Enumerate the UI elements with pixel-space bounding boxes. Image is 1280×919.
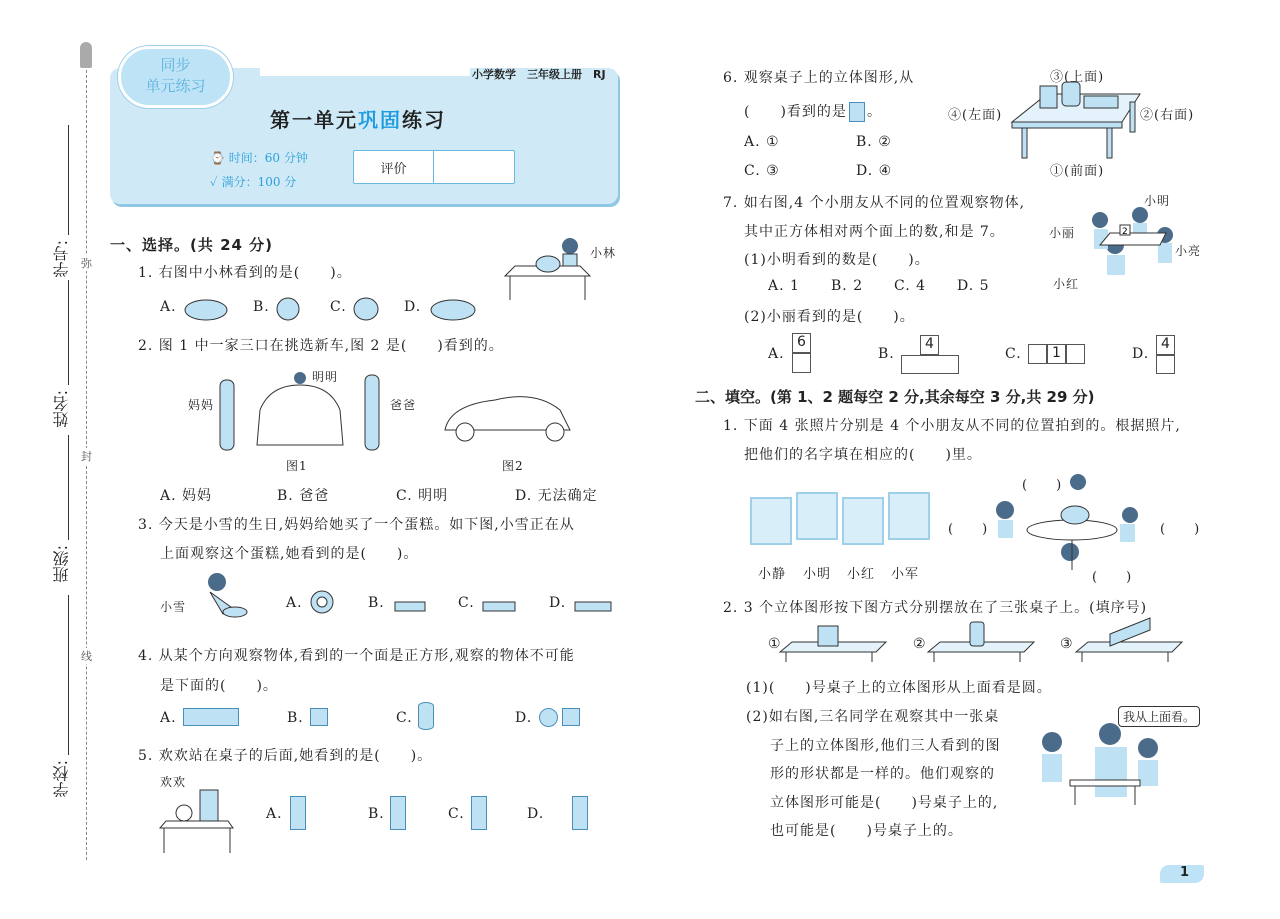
q2-mom-label: 妈妈 xyxy=(188,398,215,412)
name-field[interactable] xyxy=(68,280,69,385)
q2-mingming-label: 明明 xyxy=(312,370,339,384)
q7-sub1-option-d[interactable]: D. 5 xyxy=(957,278,990,294)
children-table-illustration xyxy=(1080,205,1175,295)
eval-value[interactable] xyxy=(434,151,514,183)
seal-char: 封 xyxy=(81,450,92,463)
three-students-illustration xyxy=(1030,720,1170,810)
badge-line2: 单元练习 xyxy=(145,77,206,95)
q4-line2: 是下面的( )。 xyxy=(160,678,278,694)
net-d-top: 4 xyxy=(1156,335,1175,355)
title-part: 练习 xyxy=(402,108,446,132)
q7-sub1-option-b[interactable]: B. 2 xyxy=(831,278,864,294)
s2q2-sub2-line2: 子上的立体图形,他们三人看到的图 xyxy=(770,738,1001,754)
panel-shape xyxy=(572,796,588,830)
photo-3 xyxy=(842,497,884,545)
panel-bear-shape xyxy=(390,796,406,830)
cube-number: 2 xyxy=(1122,227,1128,237)
net-c-left xyxy=(1028,344,1047,364)
q1-option-a[interactable]: A. xyxy=(160,299,177,315)
q7-sub2-option-d[interactable]: D. xyxy=(1132,346,1150,362)
q4-line1: 4. 从某个方向观察物体,看到的一个面是正方形,观察的物体不可能 xyxy=(138,648,575,664)
eval-label: 评价 xyxy=(354,151,434,183)
q5-option-a[interactable]: A. xyxy=(266,806,283,822)
q7-line1: 7. 如右图,4 个小朋友从不同的位置观察物体, xyxy=(723,195,1026,211)
s2q2-sub2-line1: (2)如右图,三名同学在观察其中一张桌 xyxy=(746,709,1000,725)
rocket-icon xyxy=(80,42,92,68)
q3-option-d[interactable]: D. xyxy=(549,595,567,611)
q6-option-d[interactable]: D. ④ xyxy=(856,163,893,179)
name-xiaoliang: 小亮 xyxy=(1175,244,1202,258)
student-id-label: 学号: xyxy=(52,240,71,278)
round-table-illustration xyxy=(990,470,1140,580)
q2-option-a[interactable]: A. 妈妈 xyxy=(160,488,213,504)
q3-option-c[interactable]: C. xyxy=(458,595,475,611)
q5-text: 5. 欢欢站在桌子的后面,她看到的是( )。 xyxy=(138,748,433,764)
figure2-caption: 图2 xyxy=(502,459,524,473)
q7-sub1: (1)小明看到的数是( )。 xyxy=(744,252,930,268)
blank-left[interactable]: ( ) xyxy=(948,522,989,537)
q3-line1: 3. 今天是小雪的生日,妈妈给她买了一个蛋糕。如下图,小雪正在从 xyxy=(138,517,575,533)
photo-name-1: 小静 xyxy=(758,567,787,582)
photo-name-3: 小红 xyxy=(847,567,876,582)
blank-right[interactable]: ( ) xyxy=(1160,522,1201,537)
q6-option-c[interactable]: C. ③ xyxy=(744,163,780,179)
q6-label-front: ①(前面) xyxy=(1050,164,1105,179)
q1-text: 1. 右图中小林看到的是( )。 xyxy=(138,265,352,281)
s2q1-line2: 把他们的名字填在相应的( )里。 xyxy=(744,447,982,463)
q6-option-a[interactable]: A. ① xyxy=(744,134,780,150)
net-b-bottom xyxy=(901,355,959,374)
teapot-view-d xyxy=(428,298,478,322)
table-teapot-illustration xyxy=(500,236,600,301)
name-xiaohong: 小红 xyxy=(1053,277,1080,291)
teapot-view-b xyxy=(275,296,301,322)
name-xiaoming: 小明 xyxy=(1144,194,1171,208)
photo-1 xyxy=(750,497,792,545)
s2q2-sub2-line3: 形的形状都是一样的。他们观察的 xyxy=(770,766,995,782)
q3-option-b[interactable]: B. xyxy=(368,595,385,611)
header-notch xyxy=(260,56,470,76)
photo-4 xyxy=(888,492,930,540)
q2-option-c[interactable]: C. 明明 xyxy=(396,488,449,504)
q2-dad-label: 爸爸 xyxy=(390,398,417,412)
q6-line1: 6. 观察桌子上的立体图形,从 xyxy=(723,70,915,86)
s2q2-sub2-line4: 立体图形可能是( )号桌子上的, xyxy=(770,795,999,811)
score-text: 满分：100 分 xyxy=(221,175,297,189)
seal-char: 线 xyxy=(81,650,92,663)
title-highlight: 巩固 xyxy=(358,108,402,132)
school-field[interactable] xyxy=(68,595,69,755)
class-label: 班级: xyxy=(52,545,71,583)
section2-heading: 二、填空。(第 1、2 题每空 2 分,其余每空 3 分,共 29 分) xyxy=(695,388,1095,406)
table-solids-illustration xyxy=(1012,82,1142,160)
q7-sub1-option-c[interactable]: C. 4 xyxy=(894,278,927,294)
q5-option-b[interactable]: B. xyxy=(368,806,385,822)
net-c-mid: 1 xyxy=(1047,344,1066,364)
class-field[interactable] xyxy=(68,435,69,540)
net-d-bottom xyxy=(1156,355,1175,374)
q7-sub2: (2)小丽看到的是( )。 xyxy=(744,309,915,325)
speech-bubble: 我从上面看。 xyxy=(1118,706,1200,727)
q7-sub2-option-a[interactable]: A. xyxy=(768,346,785,362)
photo-2 xyxy=(796,492,838,540)
time-text: 时间：60 分钟 xyxy=(228,151,308,165)
desk-bear-illustration xyxy=(158,785,238,855)
full-score xyxy=(210,173,296,190)
q7-sub1-option-a[interactable]: A. 1 xyxy=(768,278,800,294)
name-label: 姓名: xyxy=(52,390,71,428)
unit-badge xyxy=(118,46,233,108)
q1-option-c[interactable]: C. xyxy=(330,299,347,315)
blank-top[interactable]: ( ) xyxy=(1022,478,1063,493)
q7-line2: 其中正方体相对两个面上的数,和是 7。 xyxy=(744,224,1005,240)
s2q2-sub2-line5: 也可能是( )号桌子上的。 xyxy=(770,823,963,839)
time-limit xyxy=(210,149,308,166)
table-label-2: ② xyxy=(913,636,927,652)
net-c-right xyxy=(1066,344,1085,364)
q4-option-a[interactable]: A. xyxy=(160,710,177,726)
cube-shape xyxy=(562,708,580,726)
q5-option-c[interactable]: C. xyxy=(448,806,465,822)
teapot-view-c xyxy=(352,296,380,322)
q6-option-b[interactable]: B. ② xyxy=(856,134,892,150)
badge-line1: 同步 xyxy=(160,56,191,74)
panel-shape xyxy=(290,796,306,830)
school-label: 学校: xyxy=(52,760,71,798)
q4-option-d[interactable]: D. xyxy=(515,710,533,726)
cylinder-shape xyxy=(418,702,434,730)
photo-name-4: 小军 xyxy=(891,567,920,582)
panel-shape xyxy=(471,796,487,830)
q3-line2: 上面观察这个蛋糕,她看到的是( )。 xyxy=(160,546,419,562)
three-tables-illustration xyxy=(780,620,1210,665)
photo-name-2: 小明 xyxy=(803,567,832,582)
q4-option-b[interactable]: B. xyxy=(287,710,304,726)
q6-label-left: ④(左面) xyxy=(948,108,1003,123)
q1-option-b[interactable]: B. xyxy=(253,299,270,315)
view-shape xyxy=(849,102,865,122)
q2-option-d[interactable]: D. 无法确定 xyxy=(515,488,598,504)
seal-char: 弥 xyxy=(81,257,92,270)
sphere-shape xyxy=(539,708,558,727)
table-label-1: ① xyxy=(768,636,782,652)
title-part: 第一单元 xyxy=(270,108,358,132)
q7-sub2-option-c[interactable]: C. xyxy=(1005,346,1022,362)
q3-name: 小雪 xyxy=(160,600,187,614)
q6-line2 xyxy=(744,101,882,122)
check-icon: ✓ xyxy=(210,175,222,189)
cube-shape xyxy=(310,708,328,726)
net-a-top: 6 xyxy=(792,333,811,353)
q5-option-d[interactable]: D. xyxy=(527,806,545,822)
q4-option-c[interactable]: C. xyxy=(396,710,413,726)
page-title xyxy=(270,104,446,133)
net-a-bottom xyxy=(792,353,811,373)
clock-icon: ⌚ xyxy=(210,151,229,165)
q6-line2-text: ( )看到的是 xyxy=(744,104,847,120)
page-number: 1 xyxy=(1180,865,1191,880)
subject-label: 小学数学 三年级上册 RJ xyxy=(472,68,606,81)
q6-label-top: ③(上面) xyxy=(1050,70,1105,85)
name-xiaoli: 小丽 xyxy=(1049,226,1076,240)
s2q2-text: 2. 3 个立体图形按下图方式分别摆放在了三张桌子上。(填序号) xyxy=(723,600,1148,616)
q1-option-d[interactable]: D. xyxy=(404,299,422,315)
q6-label-right: ②(右面) xyxy=(1140,108,1195,123)
q6-period: 。 xyxy=(866,104,882,120)
q5-name: 欢欢 xyxy=(160,775,187,789)
q1-name: 小林 xyxy=(590,246,617,260)
q3-option-a[interactable]: A. xyxy=(286,595,303,611)
teapot-view-a xyxy=(183,298,229,322)
q2-text: 2. 图 1 中一家三口在挑选新车,图 2 是( )看到的。 xyxy=(138,338,504,354)
figure1-caption: 图1 xyxy=(286,459,308,473)
student-id-field[interactable] xyxy=(68,125,69,235)
table-label-3: ③ xyxy=(1060,636,1074,652)
cuboid-shape xyxy=(183,708,239,726)
evaluation-box xyxy=(353,150,515,184)
s2q2-sub1: (1)( )号桌子上的立体图形从上面看是圆。 xyxy=(746,680,1052,696)
q7-sub2-option-b[interactable]: B. xyxy=(878,346,895,362)
blank-bottom[interactable]: ( ) xyxy=(1092,570,1133,585)
net-b-top: 4 xyxy=(920,335,939,355)
s2q1-line1: 1. 下面 4 张照片分别是 4 个小朋友从不同的位置拍到的。根据照片, xyxy=(723,418,1181,434)
section1-heading: 一、选择。(共 24 分) xyxy=(110,236,274,254)
q2-option-b[interactable]: B. 爸爸 xyxy=(277,488,330,504)
